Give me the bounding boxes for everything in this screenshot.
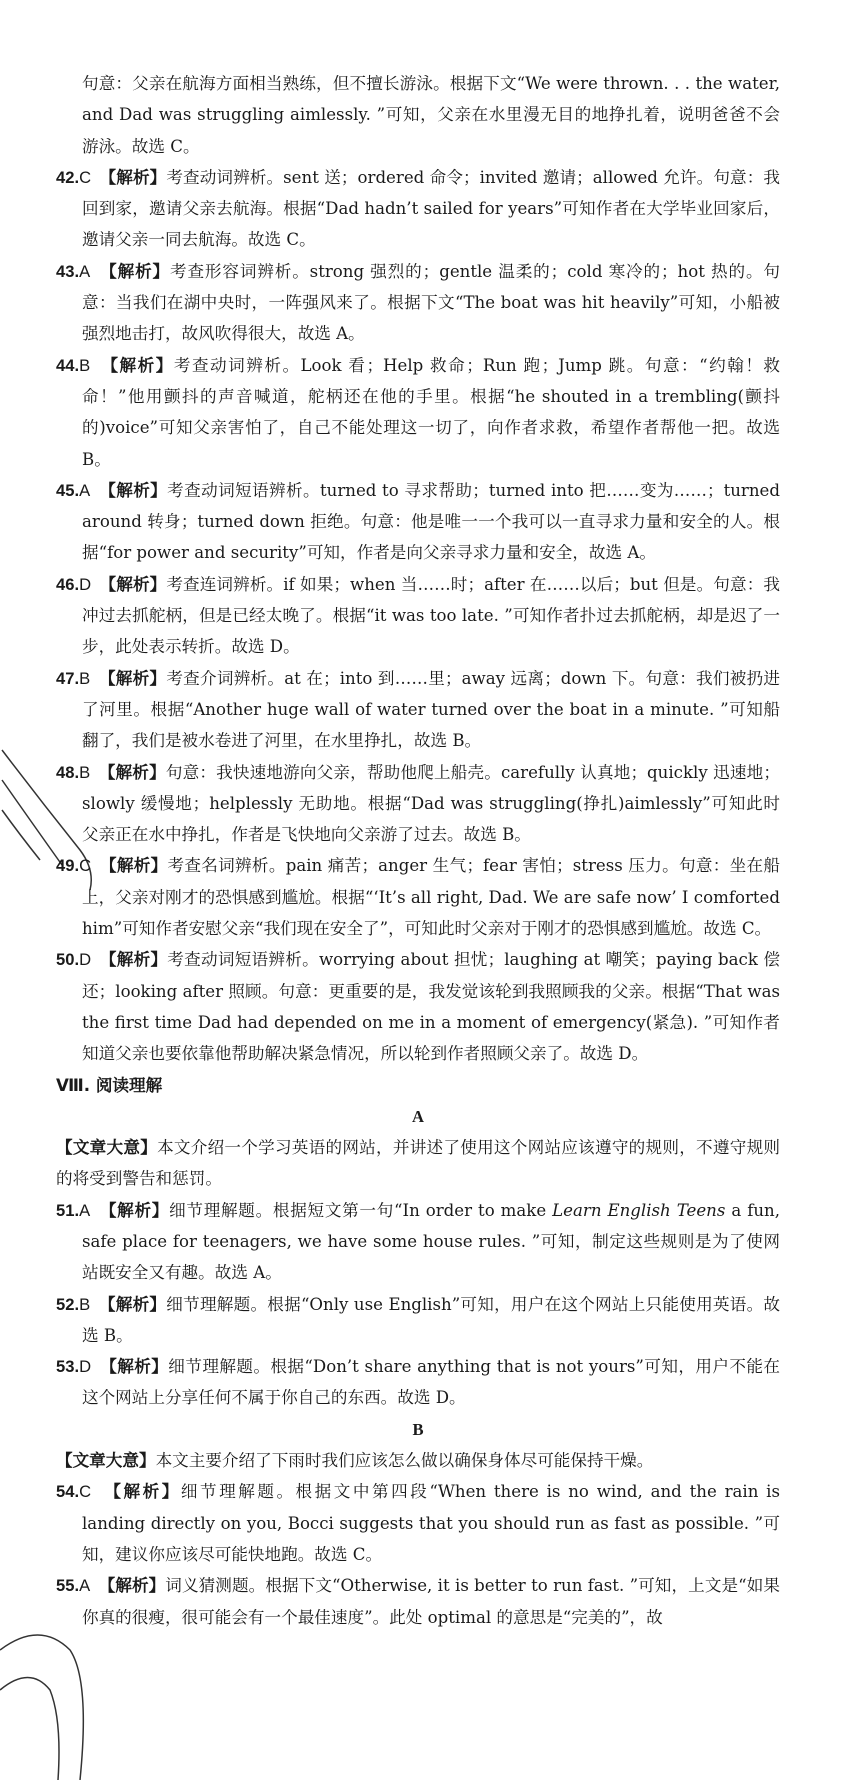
item-number: 50.: [56, 950, 80, 970]
item-text-rest: a fun, safe place for teenagers, we have some house rules. ”可知，制定这些规则是为了使网站既安全又有趣。故选 A。: [82, 1200, 780, 1283]
answer-item: [56, 1476, 780, 1570]
part-b-heading: B: [412, 1419, 424, 1439]
answer-item: [56, 944, 780, 1069]
item-number: 46.: [56, 574, 80, 594]
summary-tag: 【文章大意】: [56, 1451, 156, 1471]
answer-item: [56, 1289, 780, 1352]
item-text: 句意：我快速地游向父亲，帮助他爬上船壳。carefully 认真地；quickly 迅速地；slowly 缓慢地；helplessly 无助地。根据“Dad was struggling(挣扎)aimlessly”可知此时父亲正在水中挣扎，作者是飞快地向父亲游了过去。故选 B。: [82, 762, 781, 845]
item-text: 考查动词辨析。Look 看；Help 救命；Run 跑；Jump 跳。句意：“约翰！救命！”他用颤抖的声音喊道，舵柄还在他的手里。根据“he shouted in a trembling(颤抖的)voice”可知父亲害怕了，自己不能处理这一切了，向作者求救，希望作者帮他一把。故选 B。: [82, 355, 781, 469]
item-answer: A: [79, 1200, 91, 1220]
item-number: 52.: [56, 1294, 80, 1314]
answer-item: [56, 1351, 780, 1414]
item-title-italic: Learn English Teens: [552, 1200, 726, 1220]
jiexi-tag: 【解析】: [107, 1294, 167, 1314]
summary-b: [56, 1445, 780, 1476]
item-text: 词义猜测题。根据下文“Otherwise, it is better to run fast. ”可知，上文是“如果你真的很瘦，很可能会有一个最佳速度”。此处 optimal 的意思是“完美的”，故: [82, 1576, 780, 1627]
answer-item: [56, 162, 780, 256]
jiexi-tag: 【解析】: [107, 480, 168, 500]
item-answer: D: [79, 574, 92, 594]
item-answer: B: [79, 668, 91, 688]
item-answer: D: [79, 950, 92, 970]
content-body: [56, 68, 780, 1633]
answer-item: [56, 663, 780, 757]
item-answer: B: [79, 762, 91, 782]
answer-item: [56, 350, 780, 475]
item-text: 细节理解题。根据文中第四段“When there is no wind, and the rain is landing directly on you, Bocci suggests that you should run as fast as possible. ”可知，建议你应该尽可能快地跑。故选 C。: [82, 1482, 781, 1564]
item-number: 49.: [56, 856, 80, 876]
item-answer: A: [79, 1576, 91, 1596]
item-number: 45.: [56, 480, 80, 500]
item-number: 43.: [56, 261, 80, 281]
item-text: 细节理解题。根据短文第一句“In order to make: [169, 1200, 553, 1220]
item-text: 考查动词短语辨析。turned to 寻求帮助；turned into 把……变为……；turned around 转身；turned down 拒绝。句意：他是唯一一个我可以一直寻求力量和安全的人。根据“for power and security”可知，作者是向父亲寻求力量和安全，故选 A。: [82, 480, 780, 563]
section-title: Ⅷ. 阅读理解: [56, 1075, 163, 1095]
question-list-b: [56, 1476, 780, 1632]
item-text: 考查形容词辨析。strong 强烈的；gentle 温柔的；cold 寒冷的；hot 热的。句意：当我们在湖中央时，一阵强风来了。根据下文“The boat was hit heavily”可知，小船被强烈地击打，故风吹得很大，故选 A。: [82, 261, 780, 344]
item-answer: B: [79, 355, 91, 375]
question-list-cloze: [56, 162, 780, 1070]
item-answer: A: [79, 261, 91, 281]
item-text: 考查名词辨析。pain 痛苦；anger 生气；fear 害怕；stress 压力。句意：坐在船上，父亲对刚才的恐惧感到尴尬。根据“‘It’s all right, Dad. We are safe now’ I comforted him”可知作者安慰父亲“我们现在安全了”，可知此时父亲对于刚才的恐惧感到尴尬。故选 C。: [82, 856, 780, 939]
answer-item: [56, 1195, 780, 1289]
jiexi-tag: 【解析】: [108, 1357, 169, 1377]
jiexi-tag: 【解析】: [108, 950, 168, 970]
jiexi-tag: 【解析】: [108, 856, 168, 876]
item-number: 55.: [56, 1576, 80, 1596]
summary-a: [56, 1132, 780, 1195]
item-number: 51.: [56, 1200, 80, 1220]
item-answer: C: [79, 1482, 92, 1502]
summary-a-text: 本文介绍一个学习英语的网站，并讲述了使用这个网站应该遵守的规则，不遵守规则的将受到警告和惩罚。: [56, 1138, 781, 1189]
answer-item: [56, 850, 780, 944]
item-text: 考查动词短语辨析。worrying about 担忧；laughing at 嘲笑；paying back 偿还；looking after 照顾。句意：更重要的是，我发觉该轮到我照顾我的父亲。根据“That was the first time Dad had depended on me in a moment of emergency(紧急). ”可知作者知道父亲也要依靠他帮助解决紧急情况，所以轮到作者照顾父亲了。故选 D。: [82, 950, 781, 1064]
jiexi-tag: 【解析】: [106, 1576, 166, 1596]
item-answer: C: [79, 167, 92, 187]
item-number: 48.: [56, 762, 80, 782]
summary-tag: 【文章大意】: [56, 1138, 158, 1158]
item-text: 考查介词辨析。at 在；into 到……里；away 远离；down 下。句意：我们被扔进了河里。根据“Another huge wall of water turned over the boat in a minute. ”可知船翻了，我们是被水卷进了河里，在水里挣扎，故选 B。: [82, 668, 780, 751]
jiexi-tag: 【解析】: [107, 762, 166, 782]
item-text: 细节理解题。根据“Don’t share anything that is not yours”可知，用户不能在这个网站上分享任何不属于你自己的东西。故选 D。: [82, 1357, 781, 1408]
jiexi-tag: 【解析】: [109, 355, 174, 375]
intro-paragraph: 句意：父亲在航海方面相当熟练，但不擅长游泳。根据下文“We were thrown. . . the water, and Dad was struggling aimlessly. ”可知，父亲在水里漫无目的地挣扎着，说明爸爸不会游泳。故选 C。: [82, 74, 780, 156]
jiexi-tag: 【解析】: [107, 167, 167, 187]
item-number: 53.: [56, 1357, 80, 1377]
answer-item: [56, 757, 780, 851]
item-answer: C: [79, 856, 92, 876]
answer-item: [56, 475, 780, 569]
item-text: 考查动词辨析。sent 送；ordered 命令；invited 邀请；allowed 允许。句意：我回到家，邀请父亲去航海。根据“Dad hadn’t sailed for years”可知作者在大学毕业回家后，邀请父亲一同去航海。故选 C。: [82, 167, 780, 250]
jiexi-tag: 【解析】: [108, 261, 171, 281]
jiexi-tag: 【解析】: [112, 1482, 181, 1502]
item-text: 细节理解题。根据“Only use English”可知，用户在这个网站上只能使用英语。故选 B。: [82, 1294, 781, 1345]
jiexi-tag: 【解析】: [108, 1200, 170, 1220]
item-number: 42.: [56, 167, 80, 187]
item-number: 44.: [56, 355, 80, 375]
answer-item: [56, 1570, 780, 1633]
item-answer: A: [79, 480, 91, 500]
item-text: 考查连词辨析。if 如果；when 当……时；after 在……以后；but 但是。句意：我冲过去抓舵柄，但是已经太晚了。根据“it was too late. ”可知作者扑过去抓舵柄，却是迟了一步，此处表示转折。故选 D。: [82, 574, 780, 657]
item-answer: D: [79, 1357, 92, 1377]
answer-item: [56, 256, 780, 350]
part-a-heading: A: [412, 1106, 424, 1126]
answer-item: [56, 569, 780, 663]
item-answer: B: [79, 1294, 91, 1314]
summary-b-text: 本文主要介绍了下雨时我们应该怎么做以确保身体尽可能保持干燥。: [155, 1451, 654, 1471]
jiexi-tag: 【解析】: [107, 668, 167, 688]
question-list-a: [56, 1195, 780, 1414]
jiexi-tag: 【解析】: [107, 574, 167, 594]
item-number: 47.: [56, 668, 80, 688]
margin-scribble-bottom: [0, 1610, 110, 1780]
item-number: 54.: [56, 1482, 80, 1502]
